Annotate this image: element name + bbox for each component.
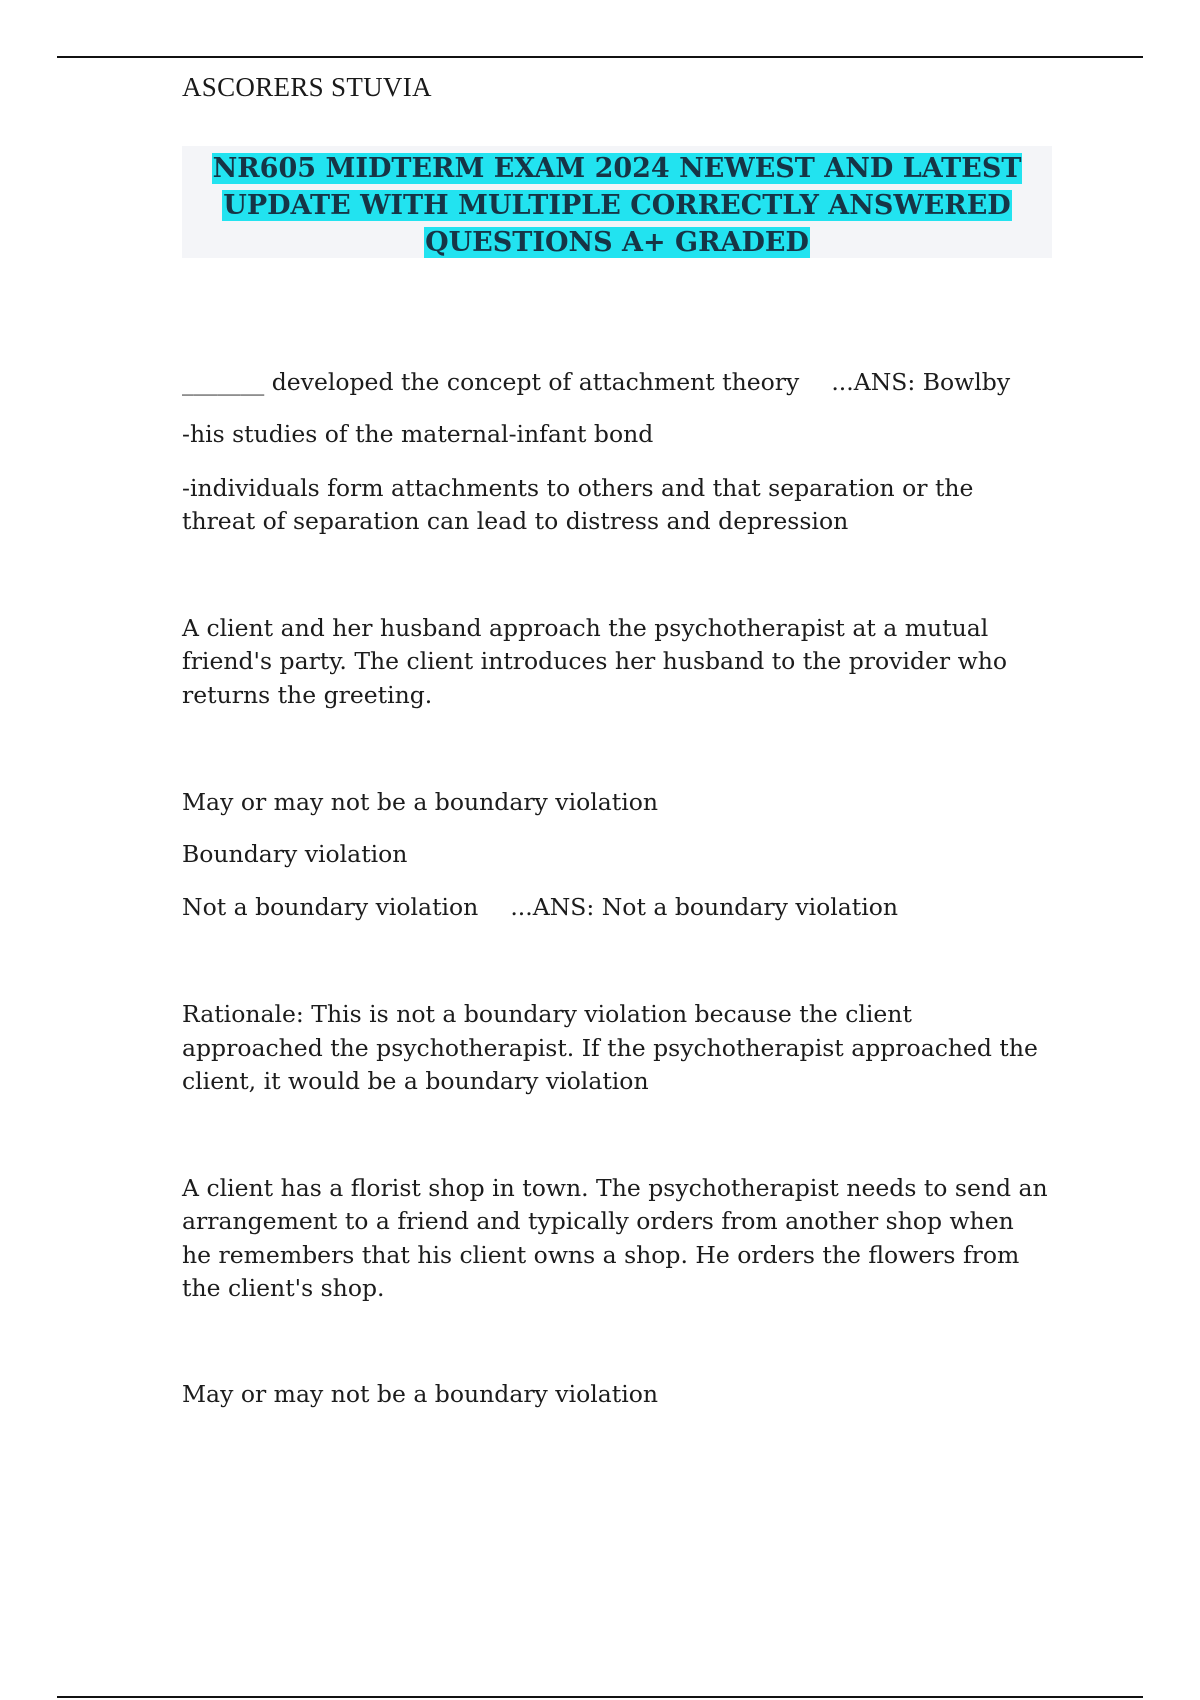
bottom-rule [57,1696,1143,1698]
q2-rationale-line-2: approached the psychotherapist. If the psychotherapist approached the [182,1034,1038,1062]
q2-rationale-line-3: client, it would be a boundary violation [182,1067,649,1095]
q1-prompt: _______ developed the concept of attachment theory [182,368,800,396]
top-rule [57,56,1143,58]
q3-stem-line-1: A client has a florist shop in town. The psychotherapist needs to send an [182,1174,1048,1202]
title-line-2: UPDATE WITH MULTIPLE CORRECTLY ANSWERED [223,190,1011,221]
q3-stem-line-2: arrangement to a friend and typically orders from another shop when [182,1207,1014,1235]
q2-rationale-line-1: Rationale: This is not a boundary violation because the client [182,1000,912,1028]
q2-option-1: May or may not be a boundary violation [182,788,659,816]
q2-stem-line-3: returns the greeting. [182,681,433,709]
document-title [182,146,1052,258]
q1-note-2-line-1: -individuals form attachments to others and that separation or the [182,474,974,502]
q2-option-3: Not a boundary violation [182,893,479,921]
title-line-3: QUESTIONS A+ GRADED [425,227,809,258]
q3-stem-line-4: the client's shop. [182,1274,385,1302]
q1-answer: ...ANS: Bowlby [831,368,1011,396]
title-line-1: NR605 MIDTERM EXAM 2024 NEWEST AND LATEST [212,153,1022,184]
q1-prompt-line [182,366,1062,399]
q1-note-2-line-2: threat of separation can lead to distress and depression [182,507,849,535]
q2-option-2: Boundary violation [182,840,408,868]
q2-stem-line-1: A client and her husband approach the psychotherapist at a mutual [182,614,989,642]
page-header: ASCORERS STUVIA [182,72,432,102]
q1-note-1: -his studies of the maternal-infant bond [182,420,654,448]
q2-answer: ...ANS: Not a boundary violation [510,893,899,921]
q2-option-3-line [182,891,1062,924]
q2-stem-line-2: friend's party. The client introduces her husband to the provider who [182,647,1008,675]
q3-stem-line-3: he remembers that his client owns a shop. He orders the flowers from [182,1241,1020,1269]
q3-option-1: May or may not be a boundary violation [182,1380,659,1408]
